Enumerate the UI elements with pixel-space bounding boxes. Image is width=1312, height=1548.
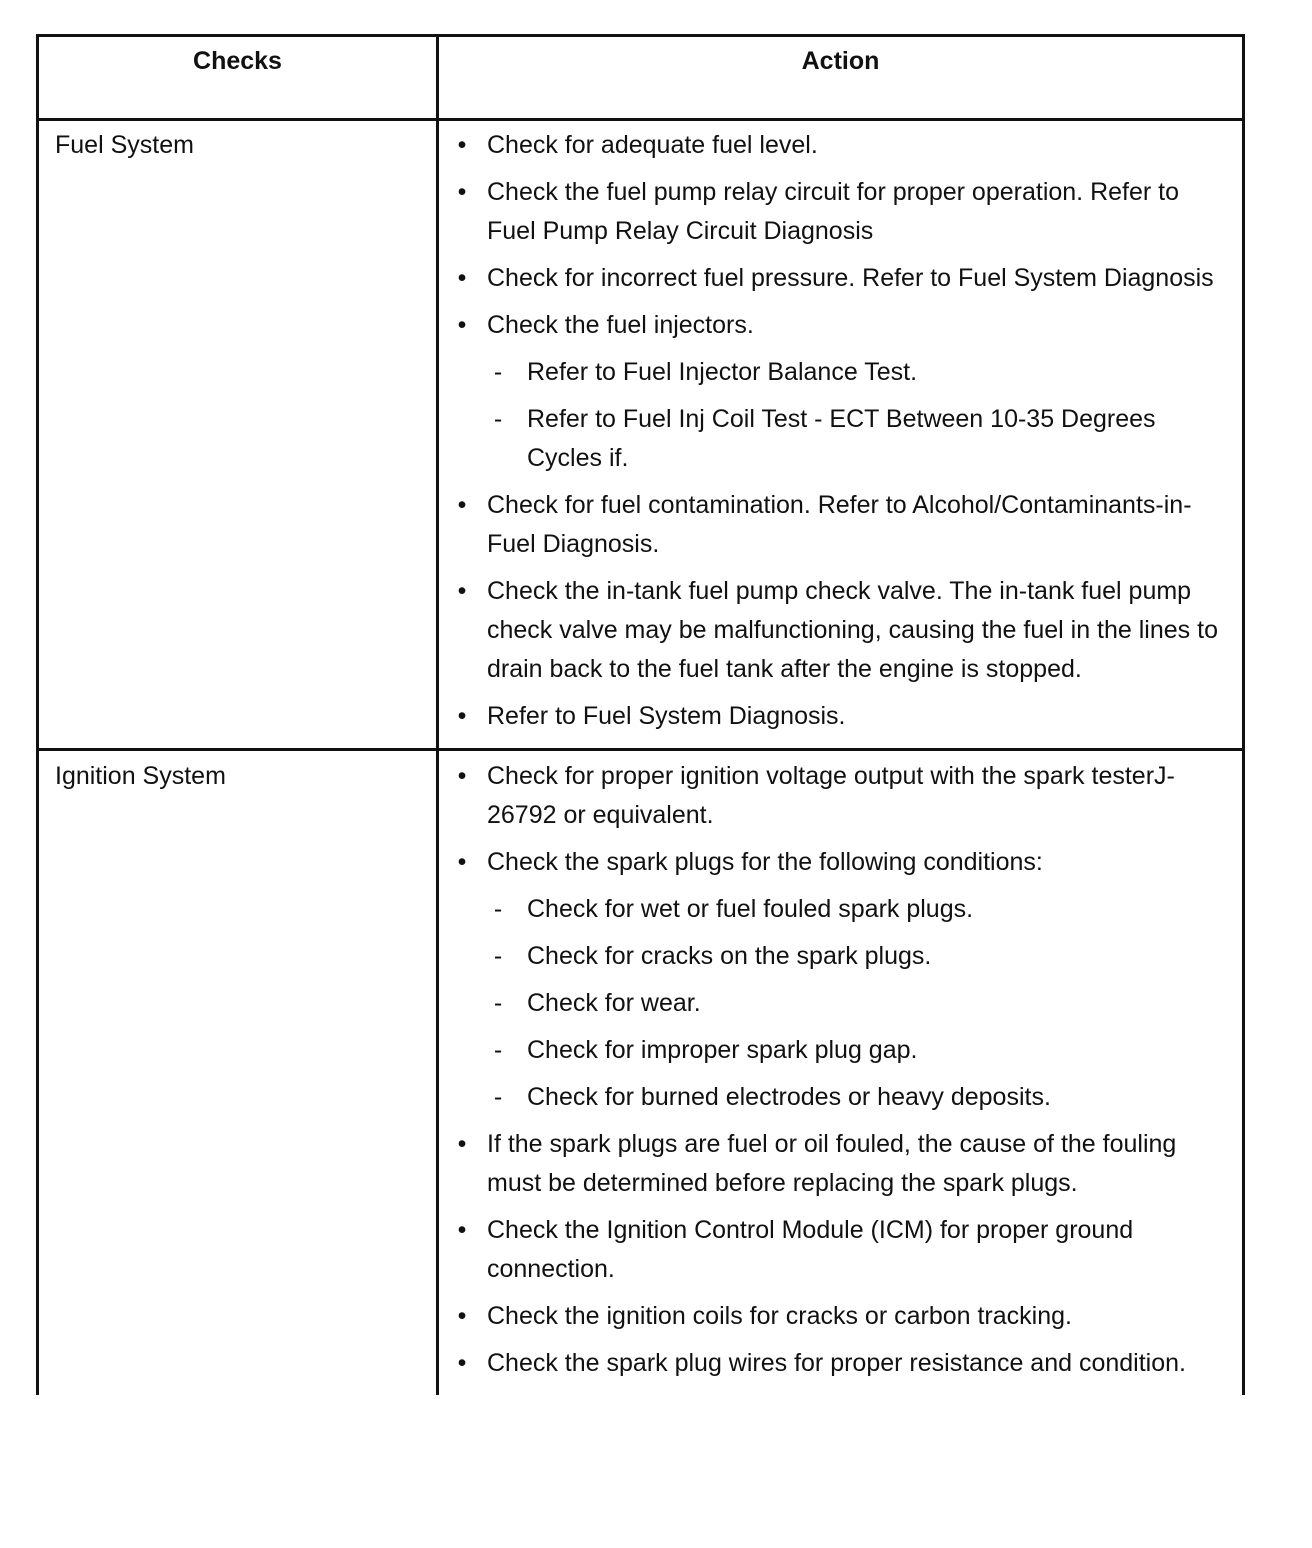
action-list [453,757,1228,1383]
bullet-icon: • [457,1130,467,1158]
list-item: • Check for fuel contamination. Refer to Alcohol/Contaminants-in-Fuel Diagnosis. [453,486,1228,564]
bullet-icon: • [457,491,467,519]
column-header-checks: Checks [38,36,438,120]
list-item: • Check the fuel pump relay circuit for proper operation. Refer to Fuel Pump Relay Circuit Diagnosis [453,173,1228,251]
bullet-icon: • [457,577,467,605]
sub-list-item: - Refer to Fuel Inj Coil Test - ECT Between 10-35 Degrees Cycles if. [487,400,1228,478]
dash-icon: - [493,358,503,386]
checks-action-table [36,34,1245,1395]
sub-list-item: - Check for wear. [487,984,1228,1023]
list-item: • Check the fuel injectors. - Refer to Fuel Injector Balance Test. - Refer to Fuel Inj Coil Test - ECT Between 10-35 Degrees Cycles if. [453,306,1228,478]
dash-icon: - [493,989,503,1017]
document-page [36,34,1244,1524]
table-header-row [38,36,1244,120]
sub-list [487,353,1228,478]
sub-list-item: - Check for burned electrodes or heavy deposits. [487,1078,1228,1117]
action-cell-ignition-system [438,750,1244,1396]
list-item: • Check the Ignition Control Module (ICM) for proper ground connection. [453,1211,1228,1289]
sub-list-item: - Check for improper spark plug gap. [487,1031,1228,1070]
dash-icon: - [493,1083,503,1111]
bullet-icon: • [457,762,467,790]
bullet-icon: • [457,848,467,876]
list-item: • If the spark plugs are fuel or oil fouled, the cause of the fouling must be determined before replacing the spark plugs. [453,1125,1228,1203]
table-row-fuel-system [38,120,1244,750]
action-list [453,126,1228,736]
list-item: • Check for incorrect fuel pressure. Refer to Fuel System Diagnosis [453,259,1228,298]
dash-icon: - [493,1036,503,1064]
action-cell-fuel-system [438,120,1244,750]
list-item: • Refer to Fuel System Diagnosis. [453,697,1228,736]
list-item: • Check the ignition coils for cracks or carbon tracking. [453,1297,1228,1336]
bullet-icon: • [457,178,467,206]
list-item: • Check the in-tank fuel pump check valve. The in-tank fuel pump check valve may be malfunctioning, causing the fuel in the lines to drain back to the fuel tank after the engine is stopped. [453,572,1228,689]
bullet-icon: • [457,264,467,292]
table-row-ignition-system [38,750,1244,1396]
bullet-icon: • [457,311,467,339]
bullet-icon: • [457,131,467,159]
list-item: • Check the spark plug wires for proper resistance and condition. [453,1344,1228,1383]
dash-icon: - [493,942,503,970]
dash-icon: - [493,405,503,433]
sub-list-item: - Check for cracks on the spark plugs. [487,937,1228,976]
dash-icon: - [493,895,503,923]
check-name-fuel-system: Fuel System [38,120,438,750]
list-item: • Check for adequate fuel level. [453,126,1228,165]
bullet-icon: • [457,1302,467,1330]
list-item: • Check the spark plugs for the following conditions: - Check for wet or fuel fouled spark plugs. - Check for cracks on the spark plugs. - Check for wear. - Check for improper spark plug gap. - Check for burned electrodes or heavy deposits. [453,843,1228,1117]
check-name-ignition-system: Ignition System [38,750,438,1396]
column-header-action: Action [438,36,1244,120]
sub-list [487,890,1228,1117]
list-item: • Check for proper ignition voltage output with the spark testerJ-26792 or equivalent. [453,757,1228,835]
bullet-icon: • [457,1216,467,1244]
sub-list-item: - Check for wet or fuel fouled spark plugs. [487,890,1228,929]
bullet-icon: • [457,702,467,730]
sub-list-item: - Refer to Fuel Injector Balance Test. [487,353,1228,392]
bullet-icon: • [457,1349,467,1377]
